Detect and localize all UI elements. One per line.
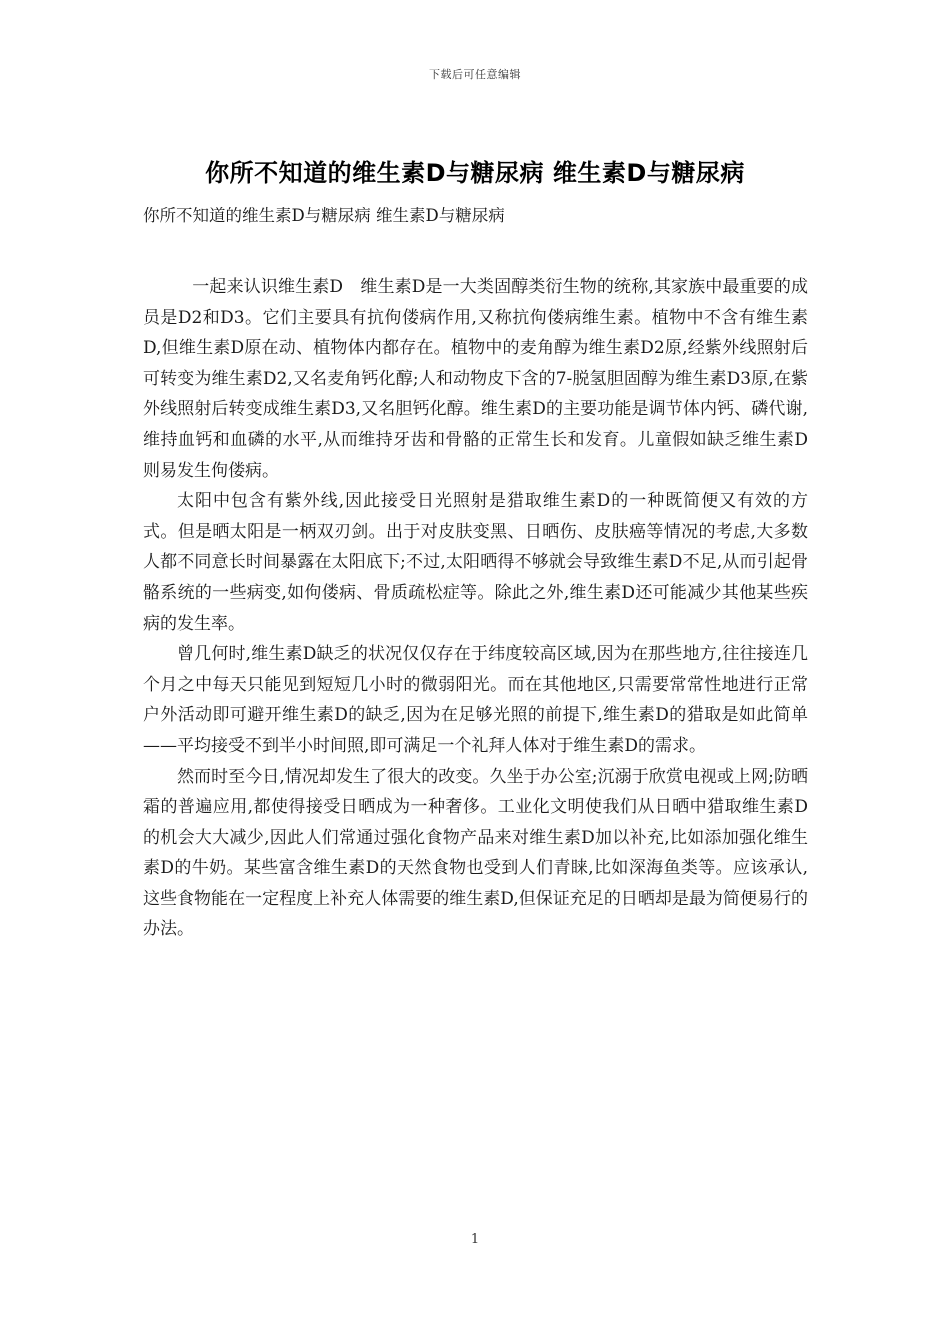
paragraph: 然而时至今日,情况却发生了很大的改变。久坐于办公室;沉溺于欣赏电视或上网;防晒霜的普遍应用,都使得接受日晒成为一种奢侈。工业化文明使我们从日晒中猎取维生素D的机会大大减少,因此人们常通过强化食物产品来对维生素D加以补充,比如添加强化维生素D的牛奶。某些富含维生素D的天然食物也受到人们青睐,比如深海鱼类等。应该承认,这些食物能在一定程度上补充人体需要的维生素D,但保证充足的日晒却是最为简便易行的办法。 [143,766,808,940]
paragraph: 曾几何时,维生素D缺乏的状况仅仅存在于纬度较高区域,因为在那些地方,往往接连几个月之中每天只能见到短短几小时的微弱阳光。而在其他地区,只需要常常性地进行正常户外活动即可避开维生素D的缺乏,因为在足够光照的前提下,维生素D的猎取是如此简单——平均接受不到半小时间照,即可满足一个礼拜人体对于维生素D的需求。 [143,644,808,756]
header-note: 下载后可任意编辑 [429,68,521,81]
paragraph: 太阳中包含有紫外线,因此接受日光照射是猎取维生素D的一种既简便又有效的方式。但是晒太阳是一柄双刃剑。出于对皮肤变黑、日晒伤、皮肤癌等情况的考虑,大多数人都不同意长时间暴露在太阳底下;不过,太阳晒得不够就会导致维生素D不足,从而引起骨骼系统的一些病变,如佝偻病、骨质疏松症等。除此之外,维生素D还可能减少其他某些疾病的发生率。 [143,491,808,634]
body-text [143,272,808,945]
page-number: 1 [470,1232,480,1247]
document-title: 你所不知道的维生素D与糖尿病 维生素D与糖尿病 [205,159,745,187]
paragraph: 一起来认识维生素D 维生素D是一大类固醇类衍生物的统称,其家族中最重要的成员是D2和D3。它们主要具有抗佝偻病作用,又称抗佝偻病维生素。植物中不含有维生素D,但维生素D原在动、植物体内都存在。植物中的麦角醇为维生素D2原,经紫外线照射后可转变为维生素D2,又名麦角钙化醇;人和动物皮下含的7-脱氢胆固醇为维生素D3原,在紫外线照射后转变成维生素D3,又名胆钙化醇。维生素D的主要功能是调节体内钙、磷代谢,维持血钙和血磷的水平,从而维持牙齿和骨骼的正常生长和发育。儿童假如缺乏维生素D则易发生佝偻病。 [143,277,808,481]
document-subtitle: 你所不知道的维生素D与糖尿病 维生素D与糖尿病 [143,206,505,225]
